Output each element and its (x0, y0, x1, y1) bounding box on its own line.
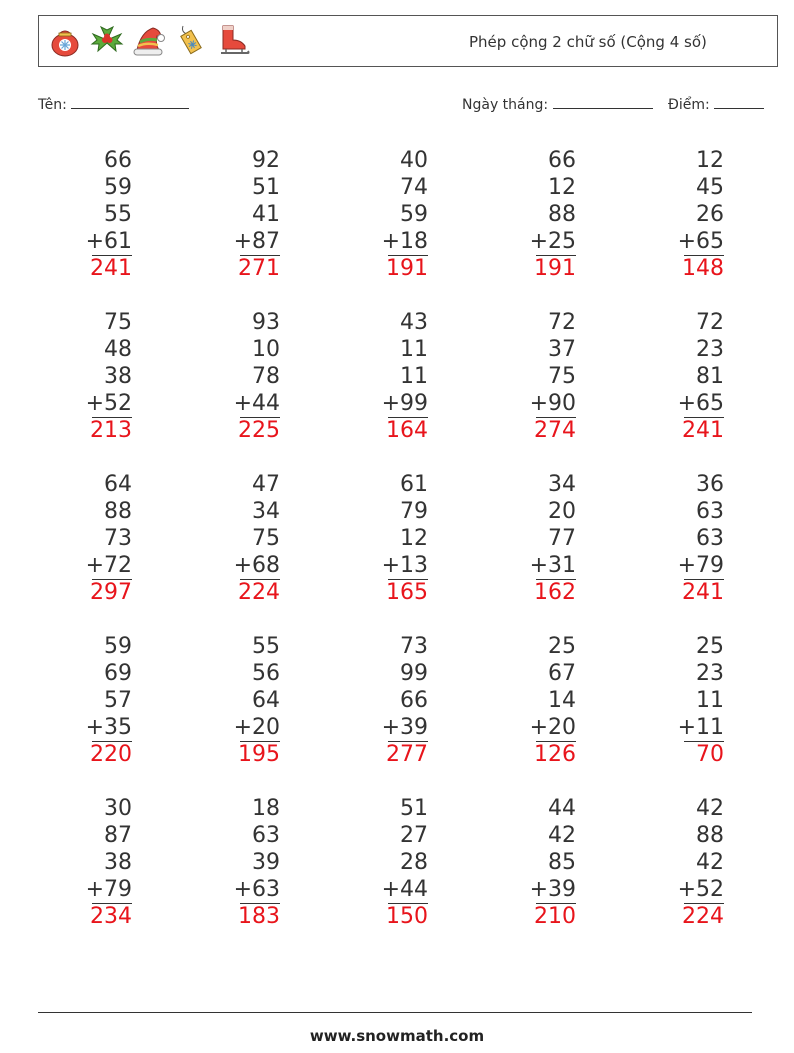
addend-1: 66 (548, 148, 576, 173)
addition-problem (72, 147, 132, 282)
addend-2: 88 (104, 499, 132, 524)
addend-4: +20 (233, 715, 280, 740)
addend-4: +13 (381, 553, 428, 578)
addition-problem (516, 471, 576, 606)
addend-2: 99 (400, 661, 428, 686)
addend-1: 34 (548, 472, 576, 497)
addend-1: 30 (104, 796, 132, 821)
addend-4: +18 (381, 229, 428, 254)
addition-problem (664, 147, 724, 282)
addend-4: +35 (85, 715, 132, 740)
addend-4: +52 (85, 391, 132, 416)
addend-3: 41 (252, 202, 280, 227)
answer: 297 (90, 580, 132, 605)
header-icons (47, 22, 251, 58)
addend-2: 34 (252, 499, 280, 524)
addend-3: 39 (252, 850, 280, 875)
addend-3: 11 (696, 688, 724, 713)
addend-3: 12 (400, 526, 428, 551)
addend-4: +44 (381, 877, 428, 902)
addend-1: 64 (104, 472, 132, 497)
addition-problem (72, 471, 132, 606)
answer: 224 (682, 904, 724, 929)
addend-2: 74 (400, 175, 428, 200)
addend-2: 59 (104, 175, 132, 200)
addend-3: 64 (252, 688, 280, 713)
addend-3: 11 (400, 364, 428, 389)
answer: 234 (90, 904, 132, 929)
addition-problem (220, 471, 280, 606)
name-line[interactable] (71, 94, 189, 109)
answer: 241 (682, 418, 724, 443)
addend-3: 38 (104, 850, 132, 875)
addend-1: 55 (252, 634, 280, 659)
addend-2: 42 (548, 823, 576, 848)
addition-problem (516, 795, 576, 930)
addend-2: 20 (548, 499, 576, 524)
addend-1: 47 (252, 472, 280, 497)
answer: 150 (386, 904, 428, 929)
addend-4: +25 (529, 229, 576, 254)
addend-4: +44 (233, 391, 280, 416)
holly-icon (89, 22, 125, 58)
addend-3: 63 (696, 526, 724, 551)
answer: 224 (238, 580, 280, 605)
ice-skate-icon (215, 22, 251, 58)
addend-2: 27 (400, 823, 428, 848)
addend-4: +79 (85, 877, 132, 902)
addend-2: 12 (548, 175, 576, 200)
addend-2: 56 (252, 661, 280, 686)
gift-tag-icon (173, 22, 209, 58)
score-label: Điểm: (668, 97, 710, 113)
worksheet-title: Phép cộng 2 chữ số (Cộng 4 số) (469, 33, 707, 51)
answer: 70 (696, 742, 724, 767)
addend-4: +39 (381, 715, 428, 740)
addend-3: 81 (696, 364, 724, 389)
addend-3: 42 (696, 850, 724, 875)
addition-problem (368, 309, 428, 444)
addition-problem (220, 795, 280, 930)
addend-3: 55 (104, 202, 132, 227)
footer-divider (38, 1012, 752, 1013)
addend-4: +99 (381, 391, 428, 416)
addend-2: 23 (696, 337, 724, 362)
addition-problem (220, 147, 280, 282)
addend-1: 93 (252, 310, 280, 335)
addition-problem (72, 633, 132, 768)
addition-problem (72, 309, 132, 444)
addend-2: 67 (548, 661, 576, 686)
addition-problem (664, 633, 724, 768)
date-line[interactable] (553, 94, 653, 109)
addend-4: +52 (677, 877, 724, 902)
addend-1: 66 (104, 148, 132, 173)
addend-4: +20 (529, 715, 576, 740)
addend-1: 40 (400, 148, 428, 173)
answer: 210 (534, 904, 576, 929)
answer: 213 (90, 418, 132, 443)
addend-3: 59 (400, 202, 428, 227)
addend-4: +68 (233, 553, 280, 578)
addition-problem (368, 633, 428, 768)
addend-4: +61 (85, 229, 132, 254)
addition-problem (220, 309, 280, 444)
addend-4: +65 (677, 229, 724, 254)
answer: 165 (386, 580, 428, 605)
addend-1: 25 (696, 634, 724, 659)
addend-2: 69 (104, 661, 132, 686)
addend-2: 51 (252, 175, 280, 200)
addend-1: 18 (252, 796, 280, 821)
addend-4: +39 (529, 877, 576, 902)
addend-1: 43 (400, 310, 428, 335)
addend-2: 10 (252, 337, 280, 362)
addend-4: +63 (233, 877, 280, 902)
addition-problem (516, 633, 576, 768)
addend-2: 63 (252, 823, 280, 848)
answer: 277 (386, 742, 428, 767)
addend-4: +72 (85, 553, 132, 578)
answer: 162 (534, 580, 576, 605)
addend-3: 78 (252, 364, 280, 389)
addend-1: 72 (548, 310, 576, 335)
addend-2: 11 (400, 337, 428, 362)
santa-hat-icon (131, 22, 167, 58)
answer: 148 (682, 256, 724, 281)
addend-3: 88 (548, 202, 576, 227)
addend-2: 37 (548, 337, 576, 362)
answer: 241 (682, 580, 724, 605)
addition-problem (368, 795, 428, 930)
addend-1: 44 (548, 796, 576, 821)
addend-1: 59 (104, 634, 132, 659)
addend-1: 73 (400, 634, 428, 659)
addition-problem (664, 795, 724, 930)
addition-problem (368, 471, 428, 606)
addend-3: 75 (548, 364, 576, 389)
addend-3: 26 (696, 202, 724, 227)
name-field[interactable] (38, 94, 189, 113)
addition-problem (220, 633, 280, 768)
name-label: Tên: (38, 97, 67, 113)
date-label: Ngày tháng: (462, 97, 549, 113)
addend-1: 25 (548, 634, 576, 659)
answer: 191 (386, 256, 428, 281)
addend-2: 63 (696, 499, 724, 524)
answer: 241 (90, 256, 132, 281)
addend-3: 66 (400, 688, 428, 713)
addend-1: 61 (400, 472, 428, 497)
answer: 191 (534, 256, 576, 281)
addend-2: 79 (400, 499, 428, 524)
addend-2: 45 (696, 175, 724, 200)
addend-4: +31 (529, 553, 576, 578)
addend-1: 92 (252, 148, 280, 173)
addition-problem (664, 471, 724, 606)
addend-4: +90 (529, 391, 576, 416)
worksheet-header (38, 15, 778, 67)
addition-problem (516, 147, 576, 282)
addend-3: 28 (400, 850, 428, 875)
addend-3: 75 (252, 526, 280, 551)
addend-4: +11 (677, 715, 724, 740)
addend-3: 14 (548, 688, 576, 713)
answer: 183 (238, 904, 280, 929)
answer: 195 (238, 742, 280, 767)
score-line[interactable] (714, 94, 764, 109)
answer: 274 (534, 418, 576, 443)
addend-1: 72 (696, 310, 724, 335)
addend-4: +79 (677, 553, 724, 578)
addend-1: 42 (696, 796, 724, 821)
answer: 164 (386, 418, 428, 443)
addend-2: 88 (696, 823, 724, 848)
addend-1: 75 (104, 310, 132, 335)
addend-2: 87 (104, 823, 132, 848)
addend-4: +87 (233, 229, 280, 254)
addend-3: 77 (548, 526, 576, 551)
addend-1: 12 (696, 148, 724, 173)
addition-problem (516, 309, 576, 444)
date-field[interactable] (462, 94, 653, 113)
addend-3: 38 (104, 364, 132, 389)
addend-4: +65 (677, 391, 724, 416)
addend-3: 57 (104, 688, 132, 713)
addition-problem (664, 309, 724, 444)
addend-3: 73 (104, 526, 132, 551)
addend-1: 51 (400, 796, 428, 821)
answer: 220 (90, 742, 132, 767)
addition-problem (72, 795, 132, 930)
answer: 271 (238, 256, 280, 281)
addend-3: 85 (548, 850, 576, 875)
answer: 225 (238, 418, 280, 443)
gift-sack-icon (47, 22, 83, 58)
answer: 126 (534, 742, 576, 767)
score-field[interactable] (668, 94, 764, 113)
addend-2: 23 (696, 661, 724, 686)
addend-2: 48 (104, 337, 132, 362)
addend-1: 36 (696, 472, 724, 497)
footer-site[interactable]: www.snowmath.com (309, 1027, 485, 1045)
addition-problem (368, 147, 428, 282)
